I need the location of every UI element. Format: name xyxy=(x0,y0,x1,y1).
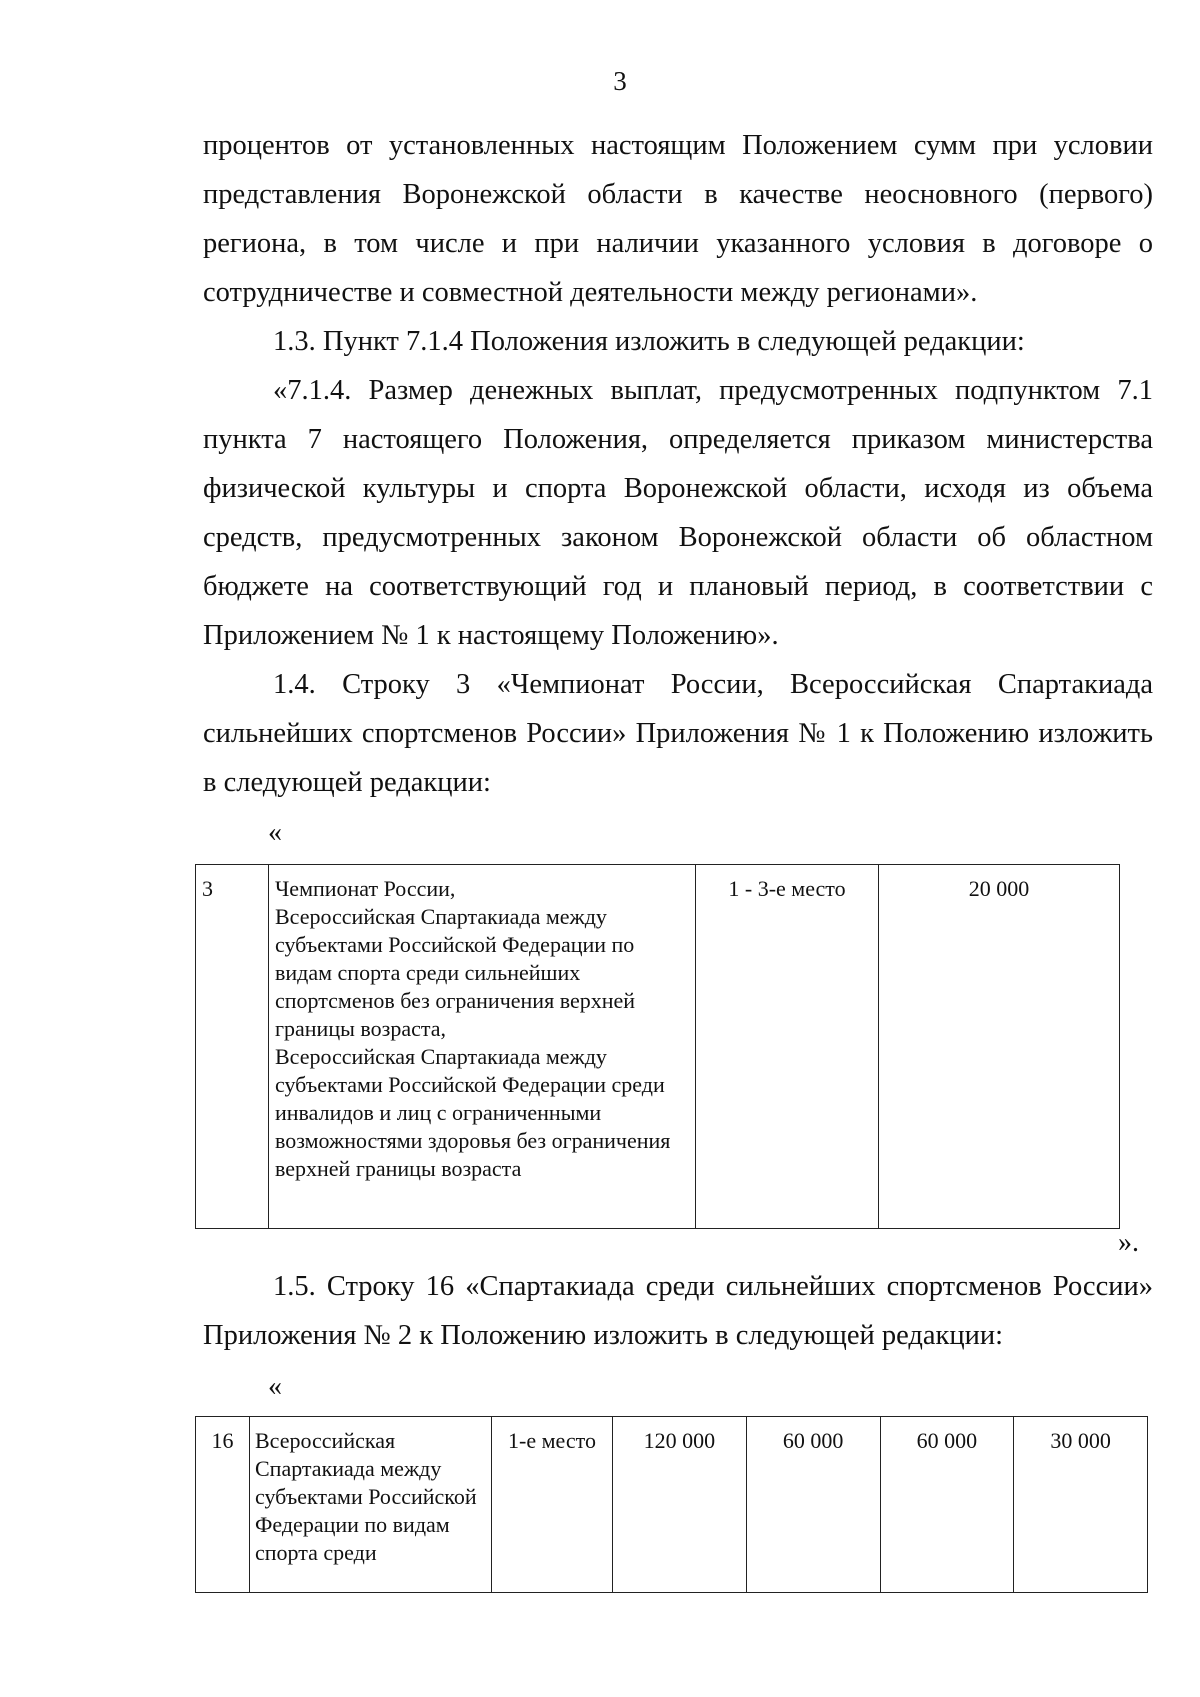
paragraph-line: в следующей редакции: xyxy=(203,767,491,798)
cell-row-number: 3 xyxy=(196,865,269,1229)
paragraph-line: региона, в том числе и при наличии указанного условия в договоре о xyxy=(203,228,1153,259)
table-row xyxy=(196,1417,1148,1593)
paragraph-line: пункта 7 настоящего Положения, определяется приказом министерства xyxy=(203,424,1153,455)
paragraph-line: сильнейших спортсменов России» Приложения № 1 к Положению изложить xyxy=(203,718,1153,749)
cell-competition-name xyxy=(269,865,696,1229)
closing-quote: ». xyxy=(1118,1227,1139,1258)
paragraph-line: Приложением № 1 к настоящему Положению». xyxy=(203,620,779,651)
paragraph-line: физической культуры и спорта Воронежской области, исходя из объема xyxy=(203,473,1153,504)
paragraph-line: средств, предусмотренных законом Воронежской области об областном xyxy=(203,522,1153,553)
cell-value-3: 60 000 xyxy=(880,1417,1014,1593)
paragraph-line: 1.5. Строку 16 «Спартакиада среди сильнейших спортсменов России» xyxy=(273,1271,1153,1302)
paragraph-1-3: 1.3. Пункт 7.1.4 Положения изложить в следующей редакции: xyxy=(273,326,1025,357)
document-body xyxy=(203,121,1153,807)
competition-name-text: Чемпионат России, Всероссийская Спартакиада между субъектами Российской Федерации по видам спорта среди сильнейших спортсменов без ограничения верхней границы возраста, Всероссийская Спартакиада между субъектами Российской Федерации среди инвалидов и лиц с ограниченными возможностями здоровья без ограничения верхней границы возраста xyxy=(275,876,671,1181)
cell-value-1: 120 000 xyxy=(613,1417,747,1593)
cell-row-number: 16 xyxy=(196,1417,250,1593)
cell-value-4: 30 000 xyxy=(1014,1417,1148,1593)
table-appendix-1-row-3 xyxy=(195,864,1120,1229)
table-row xyxy=(196,865,1120,1229)
opening-quote: « xyxy=(268,1371,282,1402)
paragraph-line: представления Воронежской области в качестве неосновного (первого) xyxy=(203,179,1153,210)
paragraph-line: бюджете на соответствующий год и плановый период, в соответствии с xyxy=(203,571,1153,602)
paragraph-line: сотрудничестве и совместной деятельности между регионами». xyxy=(203,277,978,308)
opening-quote: « xyxy=(268,817,282,848)
paragraph-line: 1.4. Строку 3 «Чемпионат России, Всероссийская Спартакиада xyxy=(273,669,1153,700)
table-appendix-2-row-16 xyxy=(195,1416,1148,1593)
document-body-2 xyxy=(203,1262,1153,1360)
cell-competition-name: Всероссийская Спартакиада между субъектами Российской Федерации по видам спорта среди xyxy=(250,1417,492,1593)
paragraph-line: «7.1.4. Размер денежных выплат, предусмотренных подпунктом 7.1 xyxy=(273,375,1153,406)
cell-value-2: 60 000 xyxy=(746,1417,880,1593)
paragraph-line: процентов от установленных настоящим Положением сумм при условии xyxy=(203,130,1153,161)
cell-amount: 20 000 xyxy=(879,865,1120,1229)
cell-place: 1-е место xyxy=(492,1417,613,1593)
cell-place: 1 - 3-е место xyxy=(696,865,879,1229)
page-number: 3 xyxy=(613,66,627,96)
paragraph-line: Приложения № 2 к Положению изложить в следующей редакции: xyxy=(203,1320,1004,1351)
